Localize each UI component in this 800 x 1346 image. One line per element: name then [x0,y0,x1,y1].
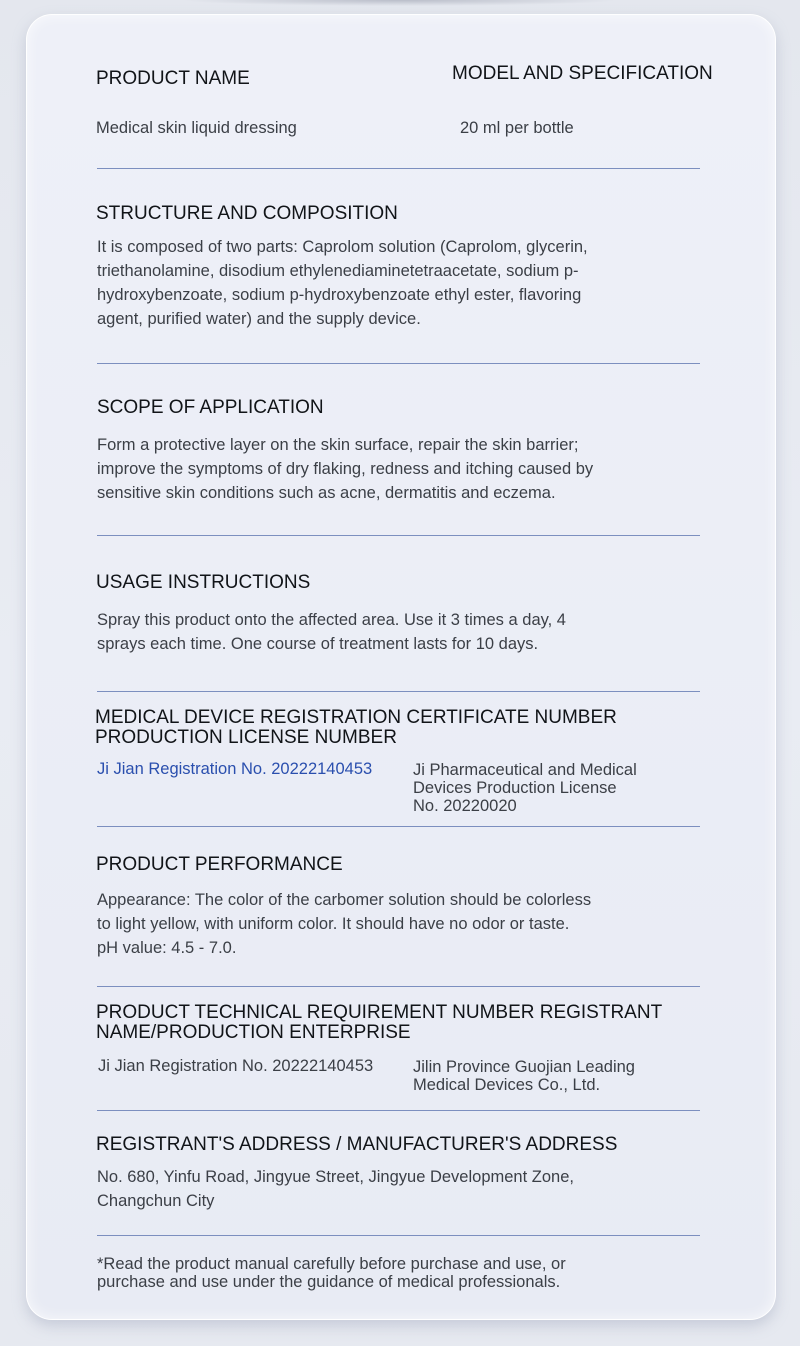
performance-heading: PRODUCT PERFORMANCE [96,854,343,875]
technical-heading-line: PRODUCT TECHNICAL REQUIREMENT NUMBER REGISTRANT [96,1002,663,1023]
scope-line: improve the symptoms of dry flaking, redness and itching caused by [97,460,594,478]
footnote [97,1255,697,1291]
scope-text [97,433,697,505]
product-name-value: Medical skin liquid dressing [96,119,297,137]
structure-line: hydroxybenzoate, sodium p-hydroxybenzoate ethyl ester, flavoring [97,286,582,304]
structure-text [97,235,697,331]
registration-heading-line: MEDICAL DEVICE REGISTRATION CERTIFICATE NUMBER [95,707,617,728]
usage-line: Spray this product onto the affected area. Use it 3 times a day, 4 [97,611,566,629]
performance-line: Appearance: The color of the carbomer solution should be colorless [97,891,592,909]
usage-text [97,608,697,656]
product-name-heading: PRODUCT NAME [96,68,250,89]
registration-certificate-number: Ji Jian Registration No. 20222140453 [97,760,373,778]
technical-heading [96,1003,662,1043]
divider [97,1235,700,1236]
production-license-line: No. 20220020 [413,797,517,815]
registrant-enterprise-line: Medical Devices Co., Ltd. [413,1076,601,1094]
footnote-line: purchase and use under the guidance of medical professionals. [97,1273,561,1291]
usage-heading: USAGE INSTRUCTIONS [96,572,311,593]
model-spec-value: 20 ml per bottle [460,119,574,137]
address-text [97,1165,697,1213]
model-spec-heading: MODEL AND SPECIFICATION [452,63,713,84]
production-license-number [413,761,637,815]
registration-heading-line: PRODUCTION LICENSE NUMBER [95,727,397,748]
performance-text [97,888,697,960]
address-heading: REGISTRANT'S ADDRESS / MANUFACTURER'S ADDRESS [96,1134,618,1155]
performance-line: pH value: 4.5 - 7.0. [97,939,237,957]
divider [97,826,700,827]
performance-line: to light yellow, with uniform color. It should have no odor or taste. [97,915,570,933]
scope-heading: SCOPE OF APPLICATION [97,397,324,418]
usage-line: sprays each time. One course of treatment lasts for 10 days. [97,635,539,653]
scope-line: sensitive skin conditions such as acne, dermatitis and eczema. [97,484,556,502]
registrant-enterprise-line: Jilin Province Guojian Leading [413,1058,635,1076]
structure-line: It is composed of two parts: Caprolom solution (Caprolom, glycerin, [97,238,588,256]
structure-heading: STRUCTURE AND COMPOSITION [96,203,398,224]
divider [97,168,700,169]
production-license-line: Devices Production License [413,779,617,797]
registration-heading [95,708,617,748]
address-line: Changchun City [97,1192,215,1210]
technical-requirement-number: Ji Jian Registration No. 20222140453 [98,1057,374,1075]
top-shadow [180,0,620,6]
divider [97,986,700,987]
registrant-enterprise [413,1058,635,1094]
structure-line: agent, purified water) and the supply device. [97,310,421,328]
divider [97,535,700,536]
footnote-line: *Read the product manual carefully before purchase and use, or [97,1255,566,1273]
divider [97,691,700,692]
technical-heading-line: NAME/PRODUCTION ENTERPRISE [96,1022,411,1043]
divider [97,363,700,364]
production-license-line: Ji Pharmaceutical and Medical [413,761,637,779]
scope-line: Form a protective layer on the skin surface, repair the skin barrier; [97,436,579,454]
divider [97,1110,700,1111]
address-line: No. 680, Yinfu Road, Jingyue Street, Jingyue Development Zone, [97,1168,574,1186]
structure-line: triethanolamine, disodium ethylenediaminetetraacetate, sodium p- [97,262,579,280]
